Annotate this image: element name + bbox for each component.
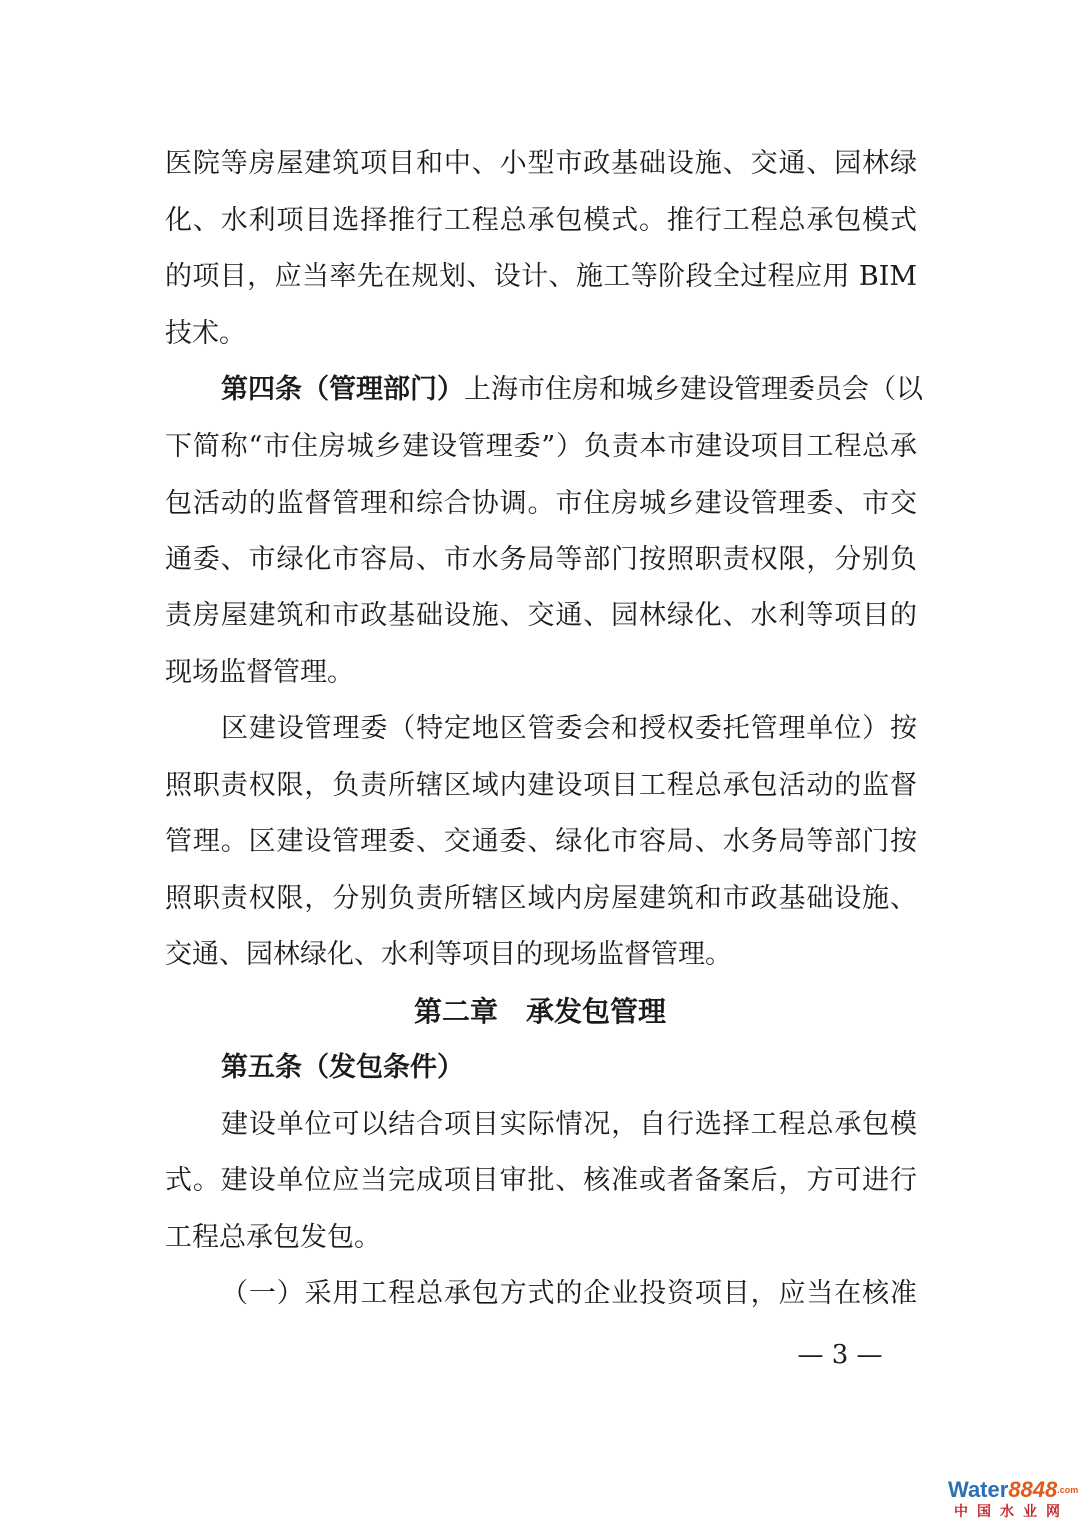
page-number: — 3 —	[797, 1340, 883, 1370]
text-line: 包活动的监督管理和综合协调。市住房城乡建设管理委、市交	[165, 488, 917, 519]
chapter-title: 第二章 承发包管理	[413, 995, 666, 1028]
watermark-brand-suffix: .com	[1057, 1485, 1079, 1495]
text-line: 现场监督管理。	[165, 657, 354, 688]
watermark-logo	[948, 1477, 1079, 1524]
article-4-first-line-text: 上海市住房和城乡建设管理委员会（以	[464, 374, 923, 405]
article-4-first-line	[221, 370, 923, 410]
text-line: 技术。	[165, 318, 246, 349]
text-line: （一）采用工程总承包方式的企业投资项目，应当在核准	[221, 1278, 917, 1309]
watermark-brand	[948, 1477, 1079, 1502]
article-4-heading: 第四条（管理部门）	[221, 374, 464, 405]
text-line: 责房屋建筑和市政基础设施、交通、园林绿化、水利等项目的	[165, 600, 917, 631]
text-line: 交通、园林绿化、水利等项目的现场监督管理。	[165, 939, 732, 970]
watermark-brand-b: 8848	[1008, 1477, 1058, 1502]
text-line: 医院等房屋建筑项目和中、小型市政基础设施、交通、园林绿	[165, 148, 917, 179]
text-line: 建设单位可以结合项目实际情况，自行选择工程总承包模	[221, 1109, 917, 1140]
text-line: 化、水利项目选择推行工程总承包模式。推行工程总承包模式	[165, 205, 917, 236]
text-line: 工程总承包发包。	[165, 1222, 381, 1253]
watermark-tagline: 中国水业网	[954, 1503, 1069, 1519]
text-line: 式。建设单位应当完成项目审批、核准或者备案后，方可进行	[165, 1165, 917, 1196]
text-line: 下简称“市住房城乡建设管理委”）负责本市建设项目工程总承	[165, 431, 917, 462]
article-5-heading: 第五条（发包条件）	[221, 1052, 464, 1083]
text-line: 照职责权限，负责所辖区域内建设项目工程总承包活动的监督	[165, 770, 917, 801]
text-line: 区建设管理委（特定地区管委会和授权委托管理单位）按	[221, 713, 917, 744]
watermark-brand-a: Water	[948, 1477, 1009, 1502]
text-line: 通委、市绿化市容局、市水务局等部门按照职责权限，分别负	[165, 544, 917, 575]
text-line: 的项目，应当率先在规划、设计、施工等阶段全过程应用 BIM	[165, 261, 917, 292]
text-line: 管理。区建设管理委、交通委、绿化市容局、水务局等部门按	[165, 826, 917, 857]
text-line: 照职责权限，分别负责所辖区域内房屋建筑和市政基础设施、	[165, 883, 917, 914]
